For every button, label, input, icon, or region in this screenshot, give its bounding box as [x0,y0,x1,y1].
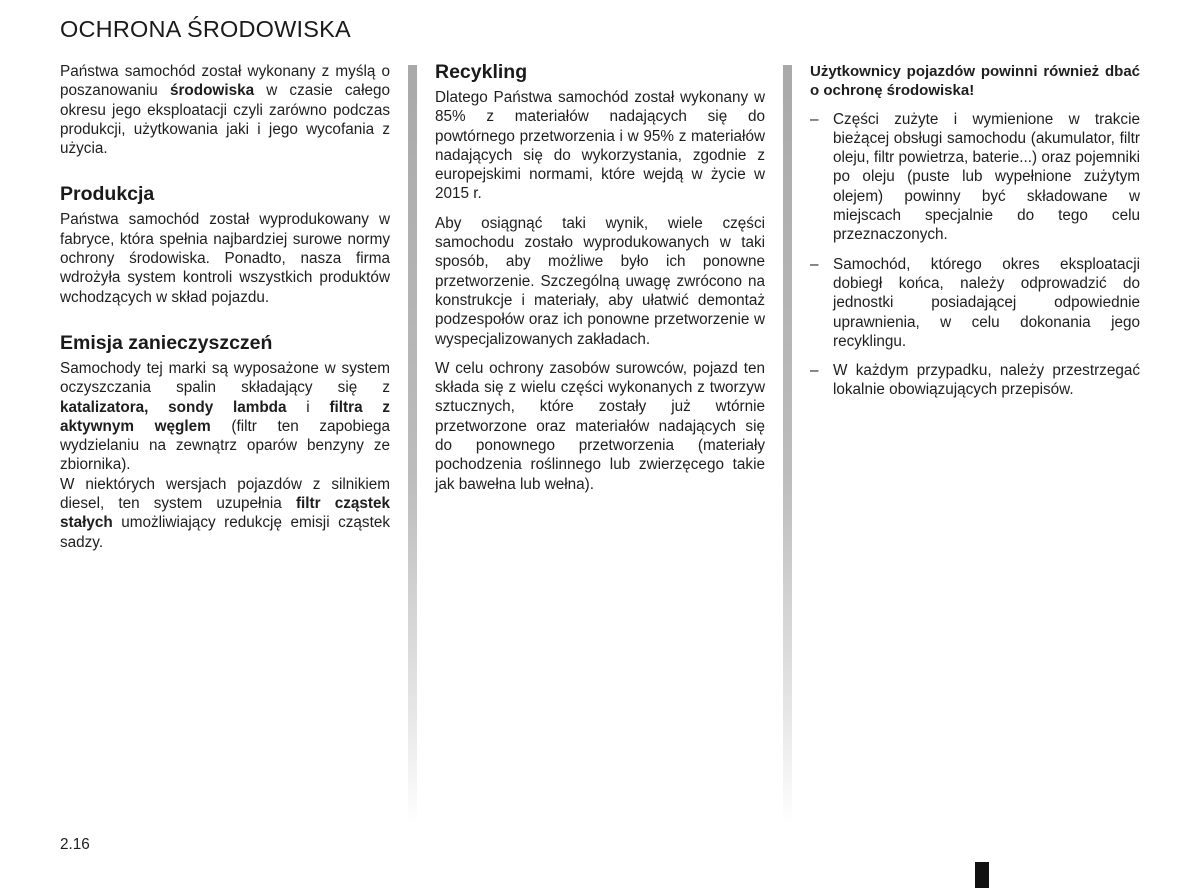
list-item [810,110,1140,245]
dash-bullet: – [810,255,819,273]
intro-bold-text: środowiska [169,82,255,100]
emisja-bold-particle-filter: filtr cząstek stałych [60,495,391,532]
emisja-paragraph-2 [60,475,390,552]
page-edge-marker [975,862,989,888]
heading-recykling: Recykling [435,61,528,83]
list-item [810,255,1140,351]
recykling-paragraph-3: W celu ochrony zasobów surowców, pojazd ten składa się z wielu części wykonanych z tworzyw sztucznych, które zostały już wtórnie przetworzone oraz materiałów nadających się do ponownego przetworzenia (materiały pochodzenia roślinnego lub zwierzęcego takie jak bawełna lub wełna). [435,359,765,493]
intro-text: Państwa samochód został wykonany z myślą o poszanowaniu [60,63,390,100]
page-title: OCHRONA ŚRODOWISKA [60,16,351,42]
list-item-text: W każdym przypadku, należy przestrzegać lokalnie obowiązujących przepisów. [833,362,1140,399]
users-intro: Użytkownicy pojazdów powinni również dbać o ochronę środowiska! [810,63,1140,100]
heading-emisja: Emisja zanieczyszczeń [60,331,273,354]
page-number: 2.16 [60,836,90,853]
recykling-paragraph-1: Dlatego Państwa samochód został wykonany w 85% z materiałów nadających się do powtórnego przetworzenia i w 95% z materiałów nadających się do wykorzystania, zgodnie z europejskimi normami, które wejdą w życie w 2015 r. [435,89,765,203]
intro-paragraph [60,62,390,158]
column-divider-right [783,65,792,825]
emisja-bold-filter: filtra z aktywnym węglem [60,398,390,435]
heading-produkcja: Produkcja [60,183,155,206]
column-middle [435,60,765,494]
emisja-bold-catalyst: katalizatora, sondy lambda [60,398,287,416]
emisja-text-p2c: umożliwiający redukcję emisji cząstek sadzy. [60,514,390,551]
dash-bullet: – [810,110,819,128]
intro-text-end: w czasie całego okresu jego eksploatacji czyli zarówno podczas produkcji, użytkowania jaki i jego wycofania z użycia. [60,82,390,158]
column-right [810,62,1140,410]
dash-bullet: – [810,362,819,380]
column-divider-left [408,65,417,825]
emisja-text-c: i [286,398,330,416]
column-left [60,62,390,552]
produkcja-paragraph: Państwa samochód został wyprodukowany w fabryce, która spełnia najbardziej surowe normy ochrony środowiska. Ponadto, nasza firma wdrożyła system kontroli wszystkich produktów wchodzących w skład pojazdu. [60,211,390,306]
emisja-text-a: Samochody tej marki są wyposażone w system oczyszczania spalin składający się z [60,359,390,397]
list-item-text: Samochód, którego okres eksploatacji dobiegł końca, należy odprowadzić do jednostki posiadającej odpowiednie uprawnienia, w celu dokonania jego recyklingu. [833,255,1140,350]
emisja-paragraph-1 [60,359,390,475]
emisja-text-p2a: W niektórych wersjach pojazdów z silnikiem diesel, ten system uzupełnia [60,475,390,513]
emisja-text-d: (filtr ten zapobiega wydzielaniu na zewnątrz oparów benzyny ze zbiornika). [60,417,390,474]
list-item-text: Części zużyte i wymienione w trakcie bieżącej obsługi samochodu (akumulator, filtr oleju, filtr powietrza, baterie...) oraz pojemniki po oleju (puste lub wypełnione zużytym olejem) powinny być składowane w miejscach specjalnie do tego celu przeznaczonych. [833,110,1140,244]
recykling-paragraph-2: Aby osiągnąć taki wynik, wiele części samochodu zostało wyprodukowanych w taki sposób, aby możliwe było ich ponowne przetworzenie. Szczególną uwagę zwrócono na konstrukcje i materiały, aby ułatwić demontaż podzespołów oraz ich ponowne przetworzenie w wyspecjalizowanych zakładach. [435,214,765,348]
list-item [810,361,1140,400]
